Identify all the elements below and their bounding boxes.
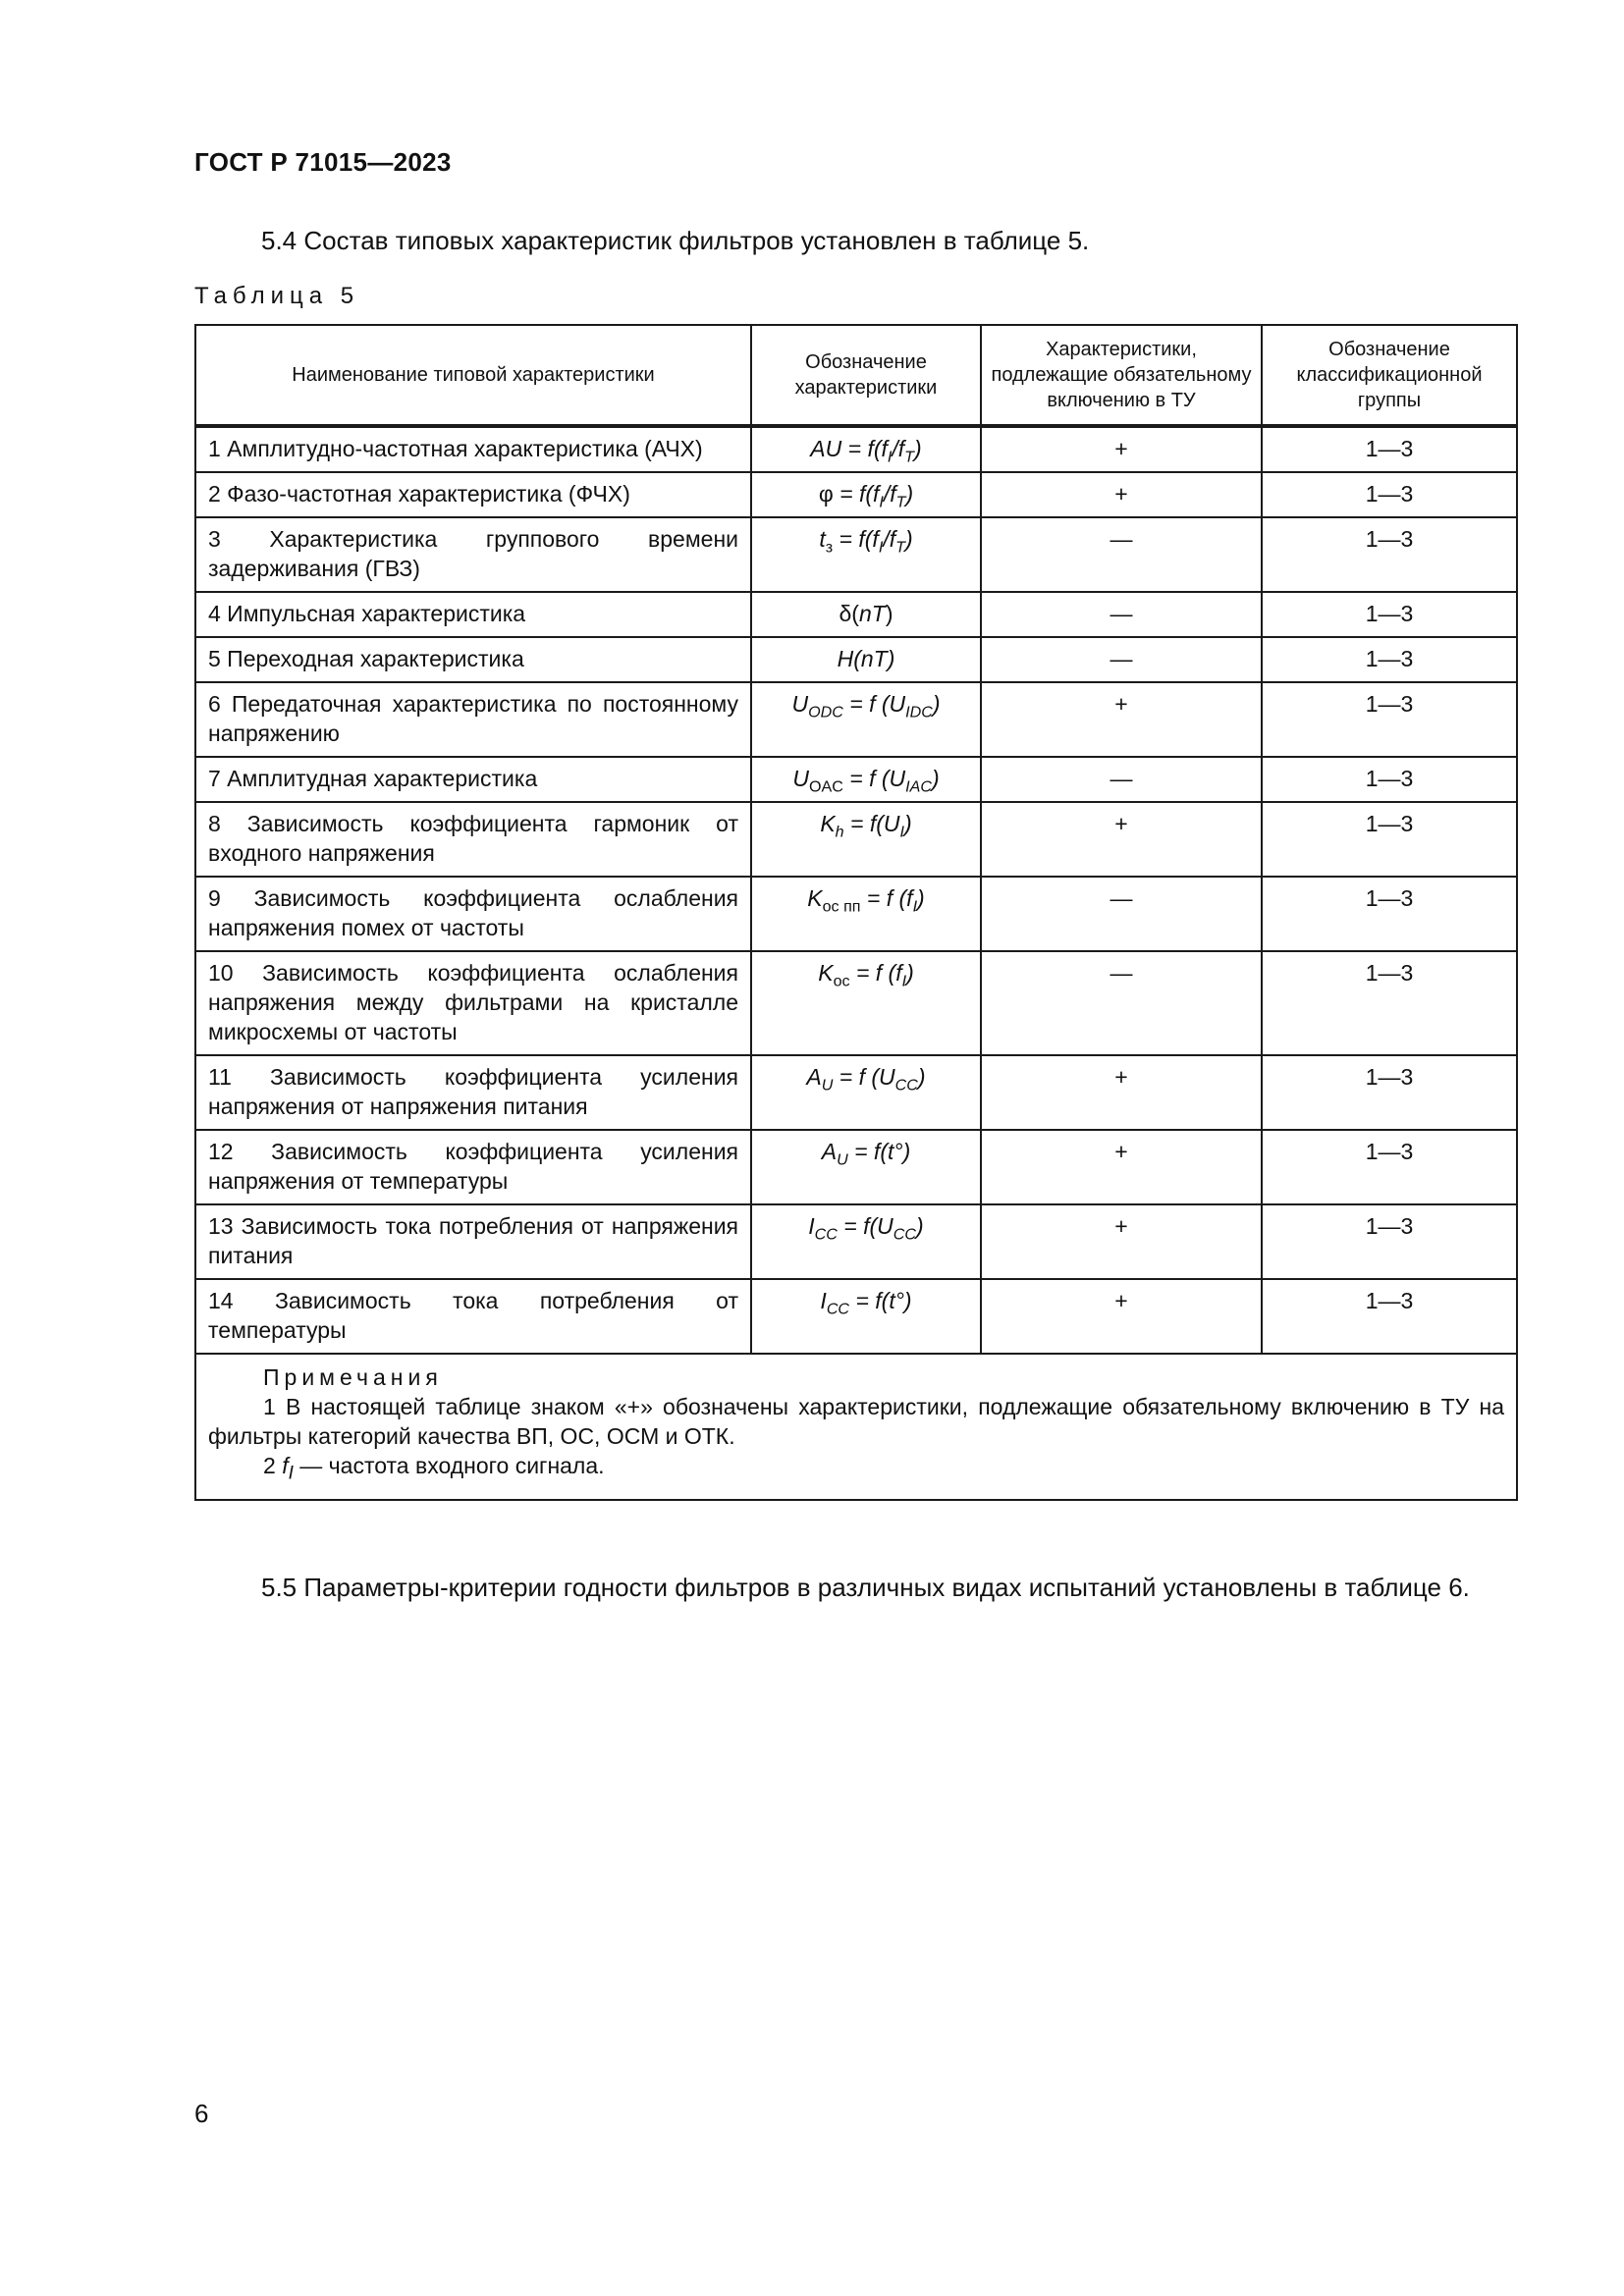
row-symbol: $\varphi = f(f_I/f_T)$: [751, 472, 981, 517]
row-name: 2 Фазо-частотная характеристика (ФЧХ): [195, 472, 751, 517]
row-mandatory: +: [981, 472, 1262, 517]
table-row: [195, 426, 1517, 472]
row-group: 1—3: [1262, 757, 1517, 802]
row-mandatory: +: [981, 1204, 1262, 1279]
table-row: [195, 1279, 1517, 1354]
outro-paragraph: 5.5 Параметры-критерии годности фильтров в различных видах испытаний установлены в таблице 6.: [261, 1573, 1470, 1602]
table-row: [195, 802, 1517, 877]
row-name: 14 Зависимость тока потребления от температуры: [195, 1279, 751, 1354]
row-symbol: $K_{ос} = f$ $(f_I)$: [751, 951, 981, 1055]
row-mandatory: +: [981, 1130, 1262, 1204]
row-group: 1—3: [1262, 517, 1517, 592]
row-group: 1—3: [1262, 1130, 1517, 1204]
notes-title: Примечания: [263, 1364, 443, 1390]
row-group: 1—3: [1262, 1055, 1517, 1130]
document-header: ГОСТ Р 71015—2023: [194, 147, 452, 177]
row-symbol: H(nT): [751, 637, 981, 682]
table-row: [195, 472, 1517, 517]
row-name: 12 Зависимость коэффициента усиления напряжения от температуры: [195, 1130, 751, 1204]
row-symbol: $I_{CC} = f(t^\circ)$: [751, 1279, 981, 1354]
characteristics-table: [194, 324, 1518, 1501]
row-symbol: $U_{OAC} = f$ $(U_{IAC})$: [751, 757, 981, 802]
table-row: [195, 637, 1517, 682]
row-name: 6 Передаточная характеристика по постоянному напряжению: [195, 682, 751, 757]
table-row: [195, 517, 1517, 592]
row-mandatory: —: [981, 637, 1262, 682]
table-notes: [195, 1354, 1517, 1500]
row-symbol: δ(nT): [751, 592, 981, 637]
row-name: 11 Зависимость коэффициента усиления напряжения от напряжения питания: [195, 1055, 751, 1130]
row-mandatory: —: [981, 951, 1262, 1055]
row-mandatory: —: [981, 592, 1262, 637]
row-group: 1—3: [1262, 472, 1517, 517]
table-caption: Таблица 5: [194, 283, 360, 309]
row-symbol: $A_U = f$ $(U_{CC})$: [751, 1055, 981, 1130]
notes-row: [195, 1354, 1517, 1500]
row-symbol: $K_{ос пп} = f$ $(f_I)$: [751, 877, 981, 951]
row-group: 1—3: [1262, 682, 1517, 757]
column-header-symbol: Обозначение характеристики: [751, 325, 981, 426]
row-mandatory: —: [981, 877, 1262, 951]
row-symbol: $K_h = f(U_I)$: [751, 802, 981, 877]
table-header-row: [195, 325, 1517, 426]
row-name: 8 Зависимость коэффициента гармоник от входного напряжения: [195, 802, 751, 877]
row-name: 7 Амплитудная характеристика: [195, 757, 751, 802]
row-name: 3 Характеристика группового времени задерживания (ГВЗ): [195, 517, 751, 592]
row-mandatory: +: [981, 802, 1262, 877]
column-header-group: Обозначение классификационной группы: [1262, 325, 1517, 426]
row-symbol: $U_{ODC} = f$ $(U_{IDC})$: [751, 682, 981, 757]
row-group: 1—3: [1262, 802, 1517, 877]
row-name: 13 Зависимость тока потребления от напряжения питания: [195, 1204, 751, 1279]
table-row: [195, 757, 1517, 802]
row-mandatory: —: [981, 517, 1262, 592]
row-group: 1—3: [1262, 877, 1517, 951]
row-group: 1—3: [1262, 426, 1517, 472]
row-symbol: AU = $f(f_I/f_T)$: [751, 426, 981, 472]
row-name: 10 Зависимость коэффициента ослабления напряжения между фильтрами на кристалле микросхемы от частоты: [195, 951, 751, 1055]
row-symbol: $I_{CC} = f(U_{CC})$: [751, 1204, 981, 1279]
table-body: [195, 426, 1517, 1354]
row-group: 1—3: [1262, 1279, 1517, 1354]
intro-paragraph: 5.4 Состав типовых характеристик фильтров установлен в таблице 5.: [261, 226, 1090, 255]
row-group: 1—3: [1262, 637, 1517, 682]
row-group: 1—3: [1262, 592, 1517, 637]
table-row: [195, 1130, 1517, 1204]
table-row: [195, 1055, 1517, 1130]
table-row: [195, 951, 1517, 1055]
row-mandatory: +: [981, 426, 1262, 472]
row-mandatory: +: [981, 1279, 1262, 1354]
column-header-mandatory: Характеристики, подлежащие обязательному включению в ТУ: [981, 325, 1262, 426]
table-row: [195, 877, 1517, 951]
page-number: 6: [194, 2099, 209, 2128]
row-mandatory: +: [981, 682, 1262, 757]
table-row: [195, 592, 1517, 637]
row-group: 1—3: [1262, 1204, 1517, 1279]
row-symbol: $A_U = f(t^\circ)$: [751, 1130, 981, 1204]
note-item: 1 В настоящей таблице знаком «+» обозначены характеристики, подлежащие обязательному включению в ТУ на фильтры категорий качества ВП, ОС, ОСМ и ОТК.: [208, 1394, 1504, 1449]
row-name: 9 Зависимость коэффициента ослабления напряжения помех от частоты: [195, 877, 751, 951]
row-name: 5 Переходная характеристика: [195, 637, 751, 682]
row-mandatory: +: [981, 1055, 1262, 1130]
table-row: [195, 1204, 1517, 1279]
row-symbol: $t_з = f(f_I/f_T)$: [751, 517, 981, 592]
row-group: 1—3: [1262, 951, 1517, 1055]
column-header-name: Наименование типовой характеристики: [195, 325, 751, 426]
note-item: 2 $f_I$ — частота входного сигнала.: [263, 1453, 605, 1484]
table-row: [195, 682, 1517, 757]
row-name: 4 Импульсная характеристика: [195, 592, 751, 637]
row-name: 1 Амплитудно-частотная характеристика (АЧХ): [195, 426, 751, 472]
row-mandatory: —: [981, 757, 1262, 802]
